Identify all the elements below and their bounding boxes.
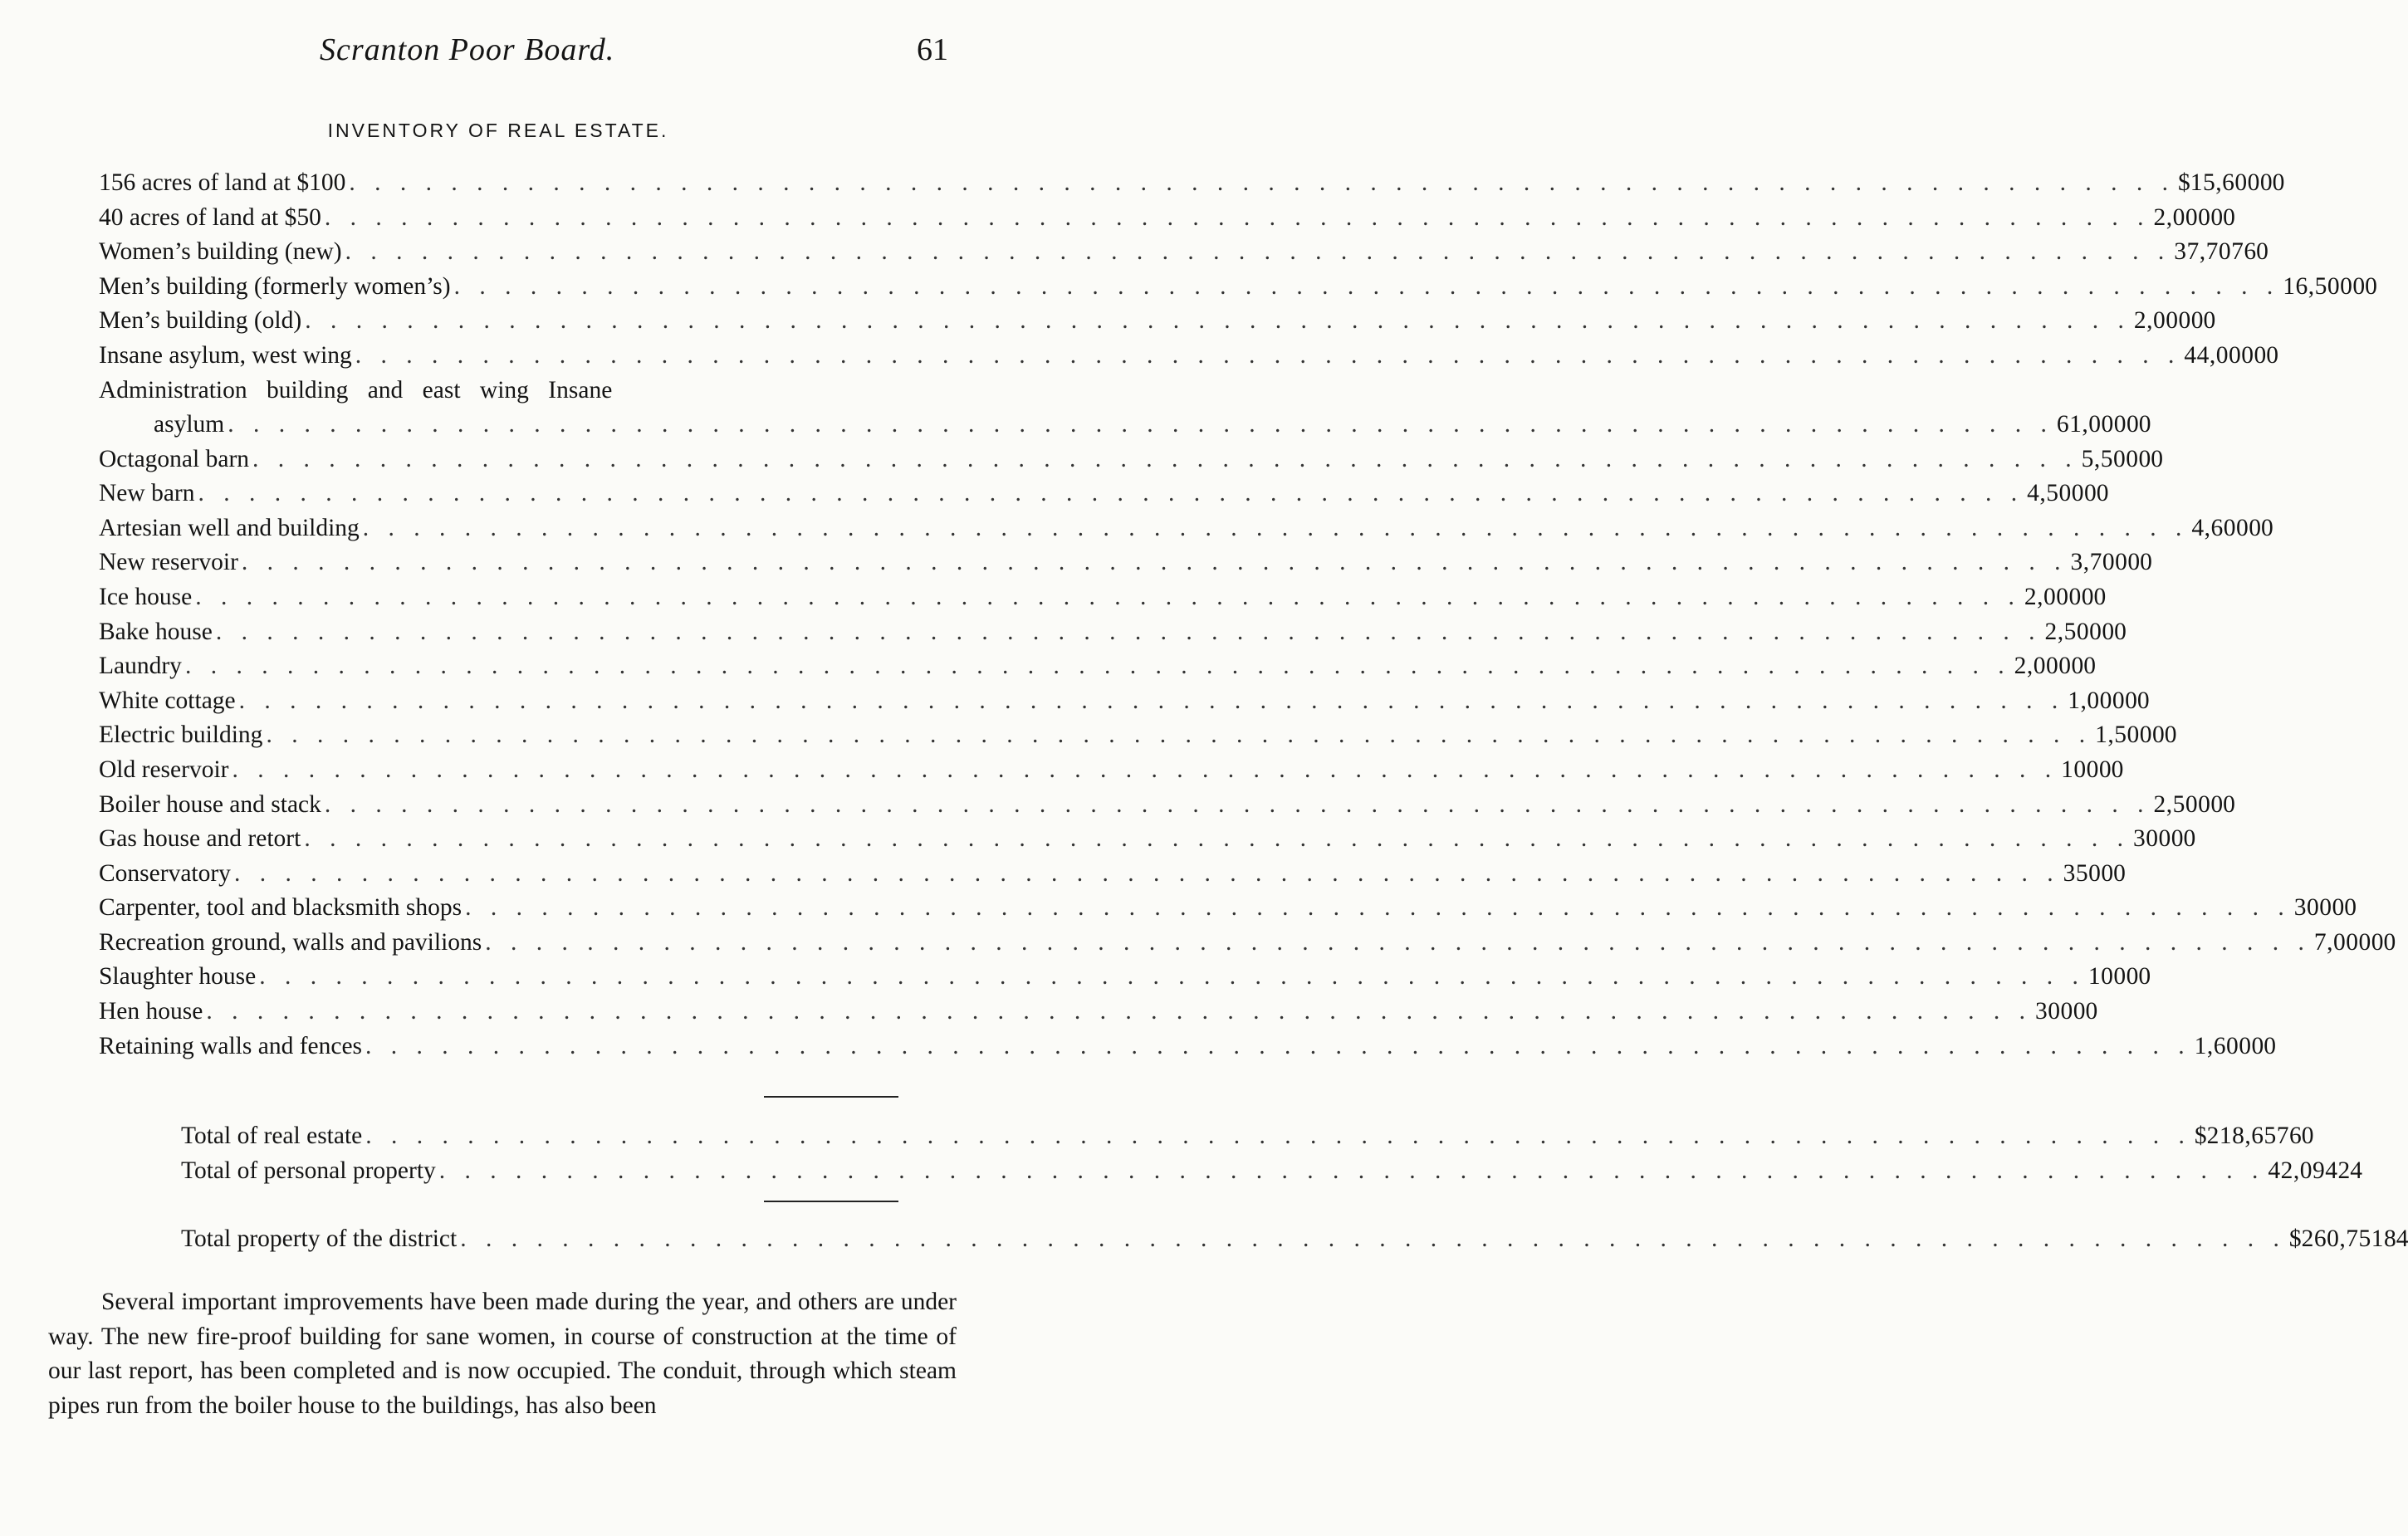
item-amount: 300 bbox=[2132, 825, 2171, 853]
item-cents: 00 bbox=[2151, 722, 2177, 749]
item-label: Gas house and retort bbox=[99, 825, 301, 853]
item-cents: 00 bbox=[2125, 687, 2150, 714]
inventory-row bbox=[99, 788, 2235, 823]
item-amount: 218,657 bbox=[2206, 1123, 2290, 1149]
dot-leader: . . . . . . . . . . . . . . . . . . . . . . . . . . . . . . . . . . . . . . . . . . . . . . . . . . . . . . . . . . . . . . . . . . . . . . . . bbox=[238, 687, 2065, 714]
inventory-row bbox=[99, 374, 2151, 443]
item-cents: 84 bbox=[2383, 1225, 2408, 1252]
item-amount: 100 bbox=[2061, 756, 2099, 783]
inventory-row bbox=[99, 270, 2377, 305]
page-number: 61 bbox=[917, 32, 948, 67]
item-cents: 00 bbox=[2171, 825, 2196, 853]
item-cents: 00 bbox=[2352, 272, 2377, 300]
inventory-row bbox=[99, 339, 2279, 374]
item-cents: 00 bbox=[2126, 411, 2151, 438]
item-amount: 2,500 bbox=[2153, 790, 2211, 818]
item-label: New reservoir bbox=[99, 549, 238, 576]
item-cents: 00 bbox=[2254, 341, 2279, 369]
item-cents: 00 bbox=[2102, 618, 2127, 645]
totals-block bbox=[181, 1119, 2363, 1188]
running-title: Scranton Poor Board. bbox=[320, 32, 615, 67]
item-cents: 00 bbox=[2259, 169, 2285, 196]
item-label: Octagonal barn bbox=[99, 445, 250, 472]
item-amount: 2,500 bbox=[2044, 618, 2102, 645]
inventory-row bbox=[99, 235, 2269, 270]
item-label: Men’s building (old) bbox=[99, 307, 302, 335]
dot-leader: . . . . . . . . . . . . . . . . . . . . . . . . . . . . . . . . . . . . . . . . . . . . . . . . . . . . . . . . . . . . . . . . . . . . . . . . bbox=[438, 1157, 2265, 1184]
inventory-row bbox=[99, 443, 2164, 477]
item-cents: 00 bbox=[2210, 203, 2235, 231]
item-label: Ice house bbox=[99, 583, 193, 610]
inventory-row bbox=[99, 891, 2357, 926]
item-label: Total of personal property bbox=[181, 1157, 436, 1184]
item-label: Old reservoir bbox=[99, 756, 229, 783]
dot-leader: . . . . . . . . . . . . . . . . . . . . . . . . . . . . . . . . . . . . . . . . . . . . . . . . . . . . . . . . . . . . . . . . . . . . . . . . bbox=[355, 341, 2181, 369]
item-amount: 2,000 bbox=[2133, 307, 2191, 335]
item-cents: 00 bbox=[2371, 928, 2396, 956]
item-label: 156 acres of land at $100 bbox=[99, 169, 346, 196]
dot-leader: . . . . . . . . . . . . . . . . . . . . . . . . . . . . . . . . . . . . . . . . . . . . . . . . . . . . . . . . . . . . . . . . . . . . . . . . bbox=[324, 790, 2151, 818]
subtotal-rule bbox=[764, 1096, 898, 1098]
dot-leader: . . . . . . . . . . . . . . . . . . . . . . . . . . . . . . . . . . . . . . . . . . . . . . . . . . . . . . . . . . . . . . . . . . . . . . . . bbox=[259, 963, 2085, 991]
inventory-row bbox=[181, 1222, 2408, 1257]
section-title: INVENTORY OF REAL ESTATE. bbox=[327, 120, 669, 141]
item-label: Men’s building (formerly women’s) bbox=[99, 272, 451, 300]
item-cents: 00 bbox=[2098, 756, 2124, 783]
item-amount: 2,000 bbox=[2153, 203, 2211, 231]
dot-leader: . . . . . . . . . . . . . . . . . . . . . . . . . . . . . . . . . . . . . . . . . . . . . . . . . . . . . . . . . . . . . . . . . . . . . . . . bbox=[365, 1032, 2191, 1059]
item-cents: 00 bbox=[2127, 549, 2152, 576]
inventory-row bbox=[99, 649, 2096, 684]
dot-leader: . . . . . . . . . . . . . . . . . . . . . . . . . . . . . . . . . . . . . . . . . . . . . . . . . . . . . . . . . . . . . . . . . . . . . . . . bbox=[206, 998, 2032, 1025]
inventory-row bbox=[99, 201, 2235, 236]
item-amount: 4,600 bbox=[2191, 514, 2249, 541]
item-amount: 260,751 bbox=[2301, 1225, 2384, 1252]
item-cents: 00 bbox=[2249, 514, 2273, 541]
item-amount: 7,000 bbox=[2313, 928, 2371, 956]
item-cents: 00 bbox=[2101, 859, 2126, 887]
item-cents: 60 bbox=[2289, 1123, 2314, 1149]
inventory-row bbox=[99, 960, 2151, 995]
item-label: Total of real estate bbox=[181, 1123, 363, 1149]
item-cents: 00 bbox=[2081, 583, 2107, 610]
item-amount: 2,000 bbox=[2024, 583, 2082, 610]
inventory-row bbox=[99, 857, 2126, 892]
item-label: Administration building and east wing Insane bbox=[99, 376, 613, 404]
inventory-row bbox=[99, 511, 2273, 546]
inventory-row bbox=[99, 580, 2107, 615]
inventory-row bbox=[99, 1030, 2277, 1064]
dot-leader: . . . . . . . . . . . . . . . . . . . . . . . . . . . . . . . . . . . . . . . . . . . . . . . . . . . . . . . . . . . . . . . . . . . . . . . . bbox=[198, 480, 2024, 507]
item-label: New barn bbox=[99, 480, 195, 507]
dot-leader: . . . . . . . . . . . . . . . . . . . . . . . . . . . . . . . . . . . . . . . . . . . . . . . . . . . . . . . . . . . . . . . . . . . . . . . . bbox=[266, 722, 2092, 749]
item-label: Slaughter house bbox=[99, 963, 257, 991]
dot-leader: . . . . . . . . . . . . . . . . . . . . . . . . . . . . . . . . . . . . . . . . . . . . . . . . . . . . . . . . . . . . . . . . . . . . . . . . bbox=[228, 411, 2053, 438]
item-label: Conservatory bbox=[99, 859, 231, 887]
dot-leader: . . . . . . . . . . . . . . . . . . . . . . . . . . . . . . . . . . . . . . . . . . . . . . . . . . . . . . . . . . . . . . . . . . . . . . . . bbox=[345, 238, 2171, 266]
item-amount: 300 bbox=[2034, 998, 2073, 1025]
inventory-row bbox=[99, 615, 2127, 650]
item-label: Insane asylum, west wing bbox=[99, 341, 352, 369]
grand-total-block bbox=[181, 1222, 2408, 1257]
item-cents: 60 bbox=[2244, 238, 2269, 266]
item-label: Retaining walls and fences bbox=[99, 1032, 363, 1059]
item-amount: 1,500 bbox=[2095, 722, 2152, 749]
dollar-sign: $ bbox=[2178, 169, 2190, 196]
dot-leader: . . . . . . . . . . . . . . . . . . . . . . . . . . . . . . . . . . . . . . . . . . . . . . . . . . . . . . . . . . . . . . . . . . . . . . . . bbox=[305, 307, 2131, 335]
dot-leader: . . . . . . . . . . . . . . . . . . . . . . . . . . . . . . . . . . . . . . . . . . . . . . . . . . . . . . . . . . . . . . . . . . . . . . . . bbox=[304, 825, 2130, 853]
item-cents: 00 bbox=[2138, 445, 2164, 472]
dot-leader: . . . . . . . . . . . . . . . . . . . . . . . . . . . . . . . . . . . . . . . . . . . . . . . . . . . . . . . . . . . . . . . . . . . . . . . . bbox=[460, 1225, 2286, 1252]
item-label: Bake house bbox=[99, 618, 213, 645]
dot-leader: . . . . . . . . . . . . . . . . . . . . . . . . . . . . . . . . . . . . . . . . . . . . . . . . . . . . . . . . . . . . . . . . . . . . . . . . bbox=[184, 653, 2011, 680]
item-amount: 3,700 bbox=[2070, 549, 2128, 576]
dot-leader: . . . . . . . . . . . . . . . . . . . . . . . . . . . . . . . . . . . . . . . . . . . . . . . . . . . . . . . . . . . . . . . . . . . . . . . . bbox=[215, 618, 2042, 645]
item-amount: 1,000 bbox=[2068, 687, 2126, 714]
item-amount: 4,500 bbox=[2027, 480, 2084, 507]
dollar-sign: $ bbox=[2194, 1123, 2207, 1149]
item-label: Total property of the district bbox=[181, 1225, 458, 1252]
item-amount: 100 bbox=[2087, 963, 2127, 991]
inventory-row bbox=[99, 822, 2196, 857]
item-cents: 00 bbox=[2073, 998, 2098, 1025]
inventory-row bbox=[181, 1119, 2314, 1154]
item-label-continuation: asylum bbox=[154, 411, 225, 438]
body-paragraph bbox=[48, 1285, 957, 1423]
item-cents: 00 bbox=[2210, 790, 2235, 818]
dollar-sign: $ bbox=[2288, 1225, 2302, 1252]
item-amount: 2,000 bbox=[2014, 653, 2072, 680]
item-amount: 1,600 bbox=[2194, 1032, 2252, 1059]
inventory-row bbox=[99, 684, 2150, 719]
item-continuation-line bbox=[99, 408, 2151, 443]
dot-leader: . . . . . . . . . . . . . . . . . . . . . . . . . . . . . . . . . . . . . . . . . . . . . . . . . . . . . . . . . . . . . . . . . . . . . . . . bbox=[195, 583, 2021, 610]
item-amount: 37,707 bbox=[2174, 238, 2244, 266]
inventory-row bbox=[99, 166, 2285, 201]
inventory-row bbox=[181, 1154, 2363, 1189]
item-label: Carpenter, tool and blacksmith shops bbox=[99, 894, 463, 922]
item-cents: 24 bbox=[2337, 1157, 2363, 1184]
inventory-row bbox=[99, 753, 2124, 788]
item-label: Women’s building (new) bbox=[99, 238, 342, 266]
item-cents: 00 bbox=[2071, 653, 2096, 680]
item-amount: 350 bbox=[2063, 859, 2102, 887]
item-label: Hen house bbox=[99, 998, 203, 1025]
item-amount: 16,500 bbox=[2283, 272, 2353, 300]
dot-leader: . . . . . . . . . . . . . . . . . . . . . . . . . . . . . . . . . . . . . . . . . . . . . . . . . . . . . . . . . . . . . . . . . . . . . . . . bbox=[485, 928, 2311, 956]
item-label: Recreation ground, walls and pavilions bbox=[99, 928, 482, 956]
inventory-row bbox=[99, 718, 2177, 753]
inventory-row bbox=[99, 545, 2152, 580]
item-label: 40 acres of land at $50 bbox=[99, 203, 321, 231]
item-label: Artesian well and building bbox=[99, 514, 360, 541]
item-cents: 00 bbox=[2084, 480, 2109, 507]
item-amount: 5,500 bbox=[2081, 445, 2139, 472]
dot-leader: . . . . . . . . . . . . . . . . . . . . . . . . . . . . . . . . . . . . . . . . . . . . . . . . . . . . . . . . . . . . . . . . . . . . . . . . bbox=[362, 514, 2189, 541]
dot-leader: . . . . . . . . . . . . . . . . . . . . . . . . . . . . . . . . . . . . . . . . . . . . . . . . . . . . . . . . . . . . . . . . . . . . . . . . bbox=[232, 756, 2058, 783]
grand-total-rule bbox=[764, 1201, 898, 1202]
item-cents: 00 bbox=[2190, 307, 2216, 335]
dot-leader: . . . . . . . . . . . . . . . . . . . . . . . . . . . . . . . . . . . . . . . . . . . . . . . . . . . . . . . . . . . . . . . . . . . . . . . . bbox=[365, 1123, 2191, 1149]
item-amount: 42,094 bbox=[2268, 1157, 2338, 1184]
dot-leader: . . . . . . . . . . . . . . . . . . . . . . . . . . . . . . . . . . . . . . . . . . . . . . . . . . . . . . . . . . . . . . . . . . . . . . . . bbox=[252, 445, 2078, 472]
dot-leader: . . . . . . . . . . . . . . . . . . . . . . . . . . . . . . . . . . . . . . . . . . . . . . . . . . . . . . . . . . . . . . . . . . . . . . . . bbox=[453, 272, 2280, 300]
body-paragraph-text: Several important improvements have been made during the year, and others are under way. The new fire-proof building for sane women, in course of construction at the time of our last report, has been completed and is now occupied. The conduit, through which steam pipes run from the boiler house to the buildings, has also been bbox=[48, 1289, 957, 1419]
running-head bbox=[0, 32, 996, 71]
inventory-row bbox=[99, 926, 2396, 961]
item-amount: 44,000 bbox=[2184, 341, 2254, 369]
item-amount: 61,000 bbox=[2056, 411, 2127, 438]
inventory-row bbox=[99, 995, 2098, 1030]
inventory-row bbox=[99, 304, 2216, 339]
item-label: White cottage bbox=[99, 687, 236, 714]
dot-leader: . . . . . . . . . . . . . . . . . . . . . . . . . . . . . . . . . . . . . . . . . . . . . . . . . . . . . . . . . . . . . . . . . . . . . . . . bbox=[241, 549, 2068, 576]
item-amount: 300 bbox=[2293, 894, 2332, 922]
item-cents: 00 bbox=[2332, 894, 2357, 922]
item-label: Laundry bbox=[99, 653, 182, 680]
inventory-table bbox=[99, 166, 2396, 1064]
dot-leader: . . . . . . . . . . . . . . . . . . . . . . . . . . . . . . . . . . . . . . . . . . . . . . . . . . . . . . . . . . . . . . . . . . . . . . . . bbox=[324, 203, 2151, 231]
item-cents: 00 bbox=[2251, 1032, 2277, 1059]
item-label: Electric building bbox=[99, 722, 263, 749]
dot-leader: . . . . . . . . . . . . . . . . . . . . . . . . . . . . . . . . . . . . . . . . . . . . . . . . . . . . . . . . . . . . . . . . . . . . . . . . bbox=[465, 894, 2291, 922]
inventory-row bbox=[99, 477, 2109, 511]
dot-leader: . . . . . . . . . . . . . . . . . . . . . . . . . . . . . . . . . . . . . . . . . . . . . . . . . . . . . . . . . . . . . . . . . . . . . . . . bbox=[233, 859, 2060, 887]
item-amount: 15,600 bbox=[2190, 169, 2260, 196]
item-cents: 00 bbox=[2126, 963, 2151, 991]
item-label: Boiler house and stack bbox=[99, 790, 321, 818]
dot-leader: . . . . . . . . . . . . . . . . . . . . . . . . . . . . . . . . . . . . . . . . . . . . . . . . . . . . . . . . . . . . . . . . . . . . . . . . bbox=[349, 169, 2175, 196]
